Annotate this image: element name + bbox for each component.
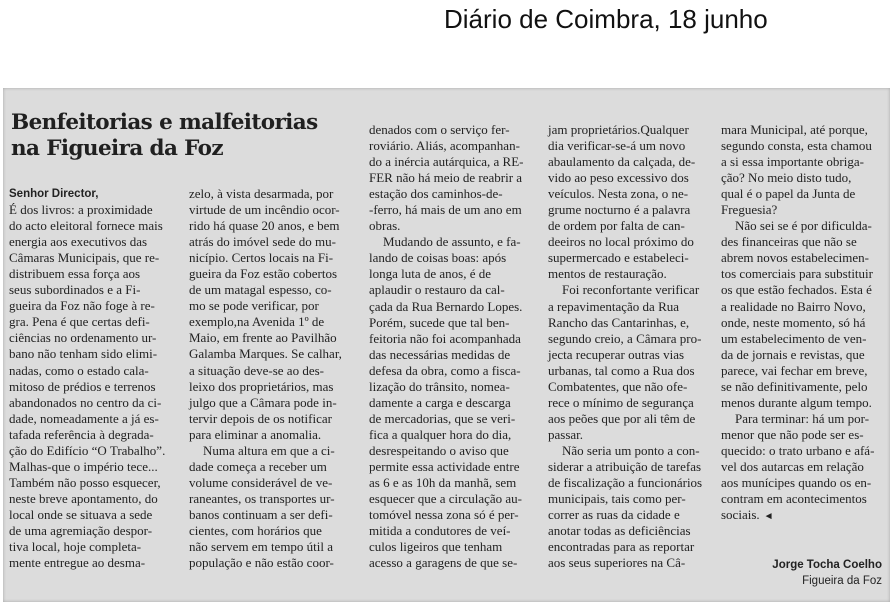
article-text-line: a situação deve-se ao des- xyxy=(189,362,324,378)
article-text-line: Não sei se é por dificulda- xyxy=(735,218,872,234)
article-text-line: vido ao peso excessivo dos xyxy=(548,170,689,186)
article-text-line: permite essa actividade entre xyxy=(369,458,520,474)
article-text-line: gueira da Foz estão cobertos xyxy=(189,266,338,282)
article-headline xyxy=(11,110,318,162)
article-text-line: fica a qualquer hora do dia, xyxy=(369,426,512,442)
article-text-line: não servem em tempo útil a xyxy=(189,539,334,555)
article-text-line: É dos livros: a proximidade xyxy=(9,202,153,218)
headline-line: na Figueira da Foz xyxy=(11,136,224,161)
article-text-line: do a inércia autárquica, a RE- xyxy=(369,154,524,170)
article-text-line: abandonados no centro da ci- xyxy=(9,394,162,410)
article-text-line: Foi reconfortante verificar xyxy=(562,282,700,298)
article-text-line: grume nocturno é a palavra xyxy=(548,202,691,218)
article-text-line: esquecer que a circulação au- xyxy=(369,491,523,507)
article-text-line: dia verificar-se-á um novo xyxy=(548,138,686,154)
article-column-3 xyxy=(369,122,537,571)
article-text-line: ção do Edifício “O Trabalho”. xyxy=(9,442,166,458)
article-text-line: jam proprietários.Qualquer xyxy=(548,122,689,137)
article-text-line: leixo dos proprietários, mas xyxy=(189,378,334,394)
article-text-line: parece, vai fechar em breve, xyxy=(721,362,868,378)
article-text-line: aos peões que por ali têm de xyxy=(548,410,696,426)
article-text-line: correr as ruas da cidade e xyxy=(548,507,680,523)
article-text-line: para eliminar a anomalia. xyxy=(189,426,322,442)
article-text-line: Galamba Marques. Se calhar, xyxy=(189,346,342,362)
article-text-line: menor que não pode ser es- xyxy=(721,426,864,442)
article-text-line: jecta recuperar outras vias xyxy=(548,346,685,362)
article-text-line: gueira da Foz não foge à re- xyxy=(9,298,155,314)
article-text-line: aos seus superiores na Câ- xyxy=(548,555,686,571)
article-text-line: Para terminar: há um por- xyxy=(735,410,870,426)
article-text-line: abaulamento da calçada, de- xyxy=(548,154,696,170)
article-text-line: estação dos caminhos-de- xyxy=(369,186,503,202)
article-text-line: aos munícipes quando os en- xyxy=(721,475,872,491)
article-text-line: população e não estão coor- xyxy=(189,555,334,571)
article-text-line: das necessárias medidas de xyxy=(369,346,511,362)
article-text-line: FER não há meio de reabrir a xyxy=(369,170,523,186)
article-text-line: bano não tenham sido elimi- xyxy=(9,346,158,362)
article-text-line: Mudando de assunto, e fa- xyxy=(383,234,521,250)
article-text-line: dade começa a receber um xyxy=(189,458,327,474)
article-text-line: seus subordinados e a Fi- xyxy=(9,282,141,298)
article-text-line: mara Municipal, até porque, xyxy=(721,122,868,137)
article-text-line: Porém, sucede que tal ben- xyxy=(369,314,510,330)
article-text-line: aplaudir o restauro da cal- xyxy=(369,282,505,298)
article-text-line: anotar todas as deficiências xyxy=(548,523,691,539)
article-text-line: Não seria um ponto a con- xyxy=(562,442,700,458)
article-text-line: cientes, com horários que xyxy=(189,522,322,538)
article-text-line: defesa da obra, como a fisca- xyxy=(369,362,521,378)
article-column-4 xyxy=(548,122,708,571)
article-text-line: nadas, como o estado cala- xyxy=(9,362,149,378)
article-text-line: dade, nomeadamente a já es- xyxy=(9,410,159,426)
author-name: Jorge Tocha Coelho xyxy=(772,559,882,571)
article-text-line: longa luta de anos, é de xyxy=(369,266,492,282)
article-text-line: de mercadorias, que se veri- xyxy=(369,410,516,426)
article-column-5 xyxy=(721,122,885,525)
article-text-line: julgo que a Câmara pode in- xyxy=(189,394,337,410)
article-text-line: rece o mínimo de segurança xyxy=(548,394,694,410)
article-text-line: mentos de restauração. xyxy=(548,266,667,282)
article-text-line: mente entregue ao desma- xyxy=(9,555,146,571)
article-text-line: do acto eleitoral fornece mais xyxy=(9,218,163,234)
article-text-line: volume considerável de ve- xyxy=(189,474,333,490)
article-text-line: Câmaras Municipais, que re- xyxy=(9,250,160,266)
article-text-line: tiva local, hoje completa- xyxy=(9,539,142,555)
article-text-line: um estabelecimento de ven- xyxy=(721,330,867,346)
article-text-line: abrem novos estabelecimen- xyxy=(721,250,869,266)
end-of-article-mark: ◄ xyxy=(763,511,774,523)
article-text-line: nicípio. Certos locais na Fi- xyxy=(189,250,334,266)
article-text-line: tos comerciais para substituir xyxy=(721,266,873,282)
article-text-line: urbanas, tal como a Rua dos xyxy=(548,362,695,378)
article-text-line: a repavimentação da Rua xyxy=(548,298,680,314)
article-text-line: banos continuam a ser defi- xyxy=(189,506,333,522)
article-text-line: mitoso de prédios e terrenos xyxy=(9,378,156,394)
article-text-line: local onde se situava a sede xyxy=(9,506,153,522)
article-text-line: denados com o serviço fer- xyxy=(369,122,510,137)
article-column-1 xyxy=(9,186,179,571)
article-text-line: ciências no ordenamento ur- xyxy=(9,330,157,346)
article-text-line: sociais. ◄ xyxy=(721,507,885,525)
article-text-line: virtude de um incêndio ocor- xyxy=(189,202,340,218)
article-text-line: contram em acontecimentos xyxy=(721,491,867,507)
article-text-line: de fiscalização a funcionários xyxy=(548,475,703,491)
article-text-line: a si essa importante obriga- xyxy=(721,154,864,170)
article-text-line: ção? No meio disto tudo, xyxy=(721,170,852,186)
article-text-line: des financeiras que não se xyxy=(721,234,857,250)
article-text-line: Maio, em frente ao Pavilhão xyxy=(189,330,337,346)
article-text-line: supermercado e estabeleci- xyxy=(548,250,689,266)
article-text-line: onde, neste momento, só há xyxy=(721,314,866,330)
article-text-line: tomóvel nessa zona só é per- xyxy=(369,507,519,523)
article-text-line: mo se pode verificar, por xyxy=(189,298,319,314)
article-text-line: obras. xyxy=(369,218,401,234)
article-text-line: tervir depois de os notificar xyxy=(189,410,332,426)
article-text-line: se não definitivamente, pelo xyxy=(721,378,868,394)
article-text-line: da de jornais e revistas, que xyxy=(721,346,865,362)
article-text-line: çada da Rua Bernardo Lopes. xyxy=(369,298,523,314)
article-text-line: quecido: o trato urbano e afá- xyxy=(721,442,875,458)
article-text-line: de ordem por falta de can- xyxy=(548,218,685,234)
article-text-line: roviário. Aliás, acompanhan- xyxy=(369,138,520,154)
article-text-line: desrespeitando o aviso que xyxy=(369,442,509,458)
author-place: Figueira da Foz xyxy=(802,575,882,587)
article-text-line: de uma agremiação despor- xyxy=(9,522,153,538)
article-text-line: exemplo,na Avenida 1º de xyxy=(189,314,325,330)
signature-block xyxy=(772,557,882,589)
salutation: Senhor Director, xyxy=(9,188,99,200)
article-text-line: as 6 e as 10h da manhã, sem xyxy=(369,475,517,491)
article-text-line: passar. xyxy=(548,426,584,442)
newspaper-clipping xyxy=(3,88,890,602)
article-text-line: vel dos autarcas em relação xyxy=(721,458,864,474)
article-text-line: Malhas-que o império tece... xyxy=(9,458,158,474)
article-text-line: veículos. Nesta zona, o ne- xyxy=(548,186,689,202)
article-text-line: culos ligeiros que tenham xyxy=(369,539,503,555)
article-text-line: tafada referência à degrada- xyxy=(9,426,154,442)
article-text-line: lando de coisas boas: após xyxy=(369,250,507,266)
article-text-line: energia aos executivos das xyxy=(9,234,148,250)
article-column-2 xyxy=(189,186,357,571)
article-text-line: a realidade no Bairro Novo, xyxy=(721,298,866,314)
article-text-line: segundo creio, a Câmara pro- xyxy=(548,330,702,346)
headline-line: Benfeitorias e malfeitorias xyxy=(11,110,318,135)
article-text-line: Rancho das Cantarinhas, e, xyxy=(548,314,690,330)
article-text-line: feitoria não foi acompanhada xyxy=(369,330,521,346)
source-line: Diário de Coimbra, 18 junho xyxy=(444,4,768,34)
article-text-line: Numa altura em que a ci- xyxy=(203,442,335,458)
article-text-line: zelo, à vista desarmada, por xyxy=(189,186,334,201)
article-text-line: qual é o papel da Junta de xyxy=(721,186,856,202)
article-text-line: atrás do imóvel sede do mu- xyxy=(189,234,336,250)
article-text-line: menos durante algum tempo. xyxy=(721,394,872,410)
article-text-line: lização do trânsito, nomea- xyxy=(369,378,510,394)
article-text-line: segundo consta, esta chamou xyxy=(721,138,872,154)
article-text-line: Freguesia? xyxy=(721,202,778,218)
article-text-line: gra. Pena é que certas defi- xyxy=(9,314,150,330)
article-text-line: de um matagal espesso, co- xyxy=(189,282,332,298)
article-text-line: neste breve apontamento, do xyxy=(9,490,158,506)
article-text-line: Também não posso esquecer, xyxy=(9,474,161,490)
article-text-line: siderar a atribuição de tarefas xyxy=(548,458,702,474)
article-text-line: rido há quase 20 anos, e bem xyxy=(189,218,340,234)
article-text-line: municipais, tais como per- xyxy=(548,491,686,507)
article-text-line: acesso a garagens de que se- xyxy=(369,555,518,571)
article-text-line: encontradas para as reportar xyxy=(548,539,695,555)
article-text-line: os que estão fechados. Esta é xyxy=(721,282,872,298)
article-text-line: Combatentes, que não ofe- xyxy=(548,378,688,394)
article-text-line: -ferro, há mais de um ano em xyxy=(369,202,522,218)
article-text-line: damente a carga e descarga xyxy=(369,394,511,410)
article-text-line: deeiros no local próximo do xyxy=(548,234,694,250)
article-text-line: distribuem essa força aos xyxy=(9,266,141,282)
article-text-line: raneantes, os transportes ur- xyxy=(189,490,335,506)
article-text-line: mitida a condutores de veí- xyxy=(369,523,511,539)
